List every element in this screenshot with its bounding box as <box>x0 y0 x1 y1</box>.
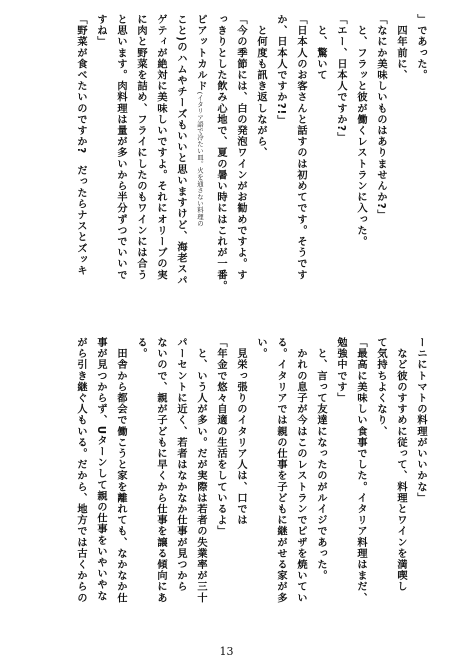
text-column: 「エー、日本人ですか?」 <box>335 14 346 143</box>
text-column: る。イタリアでは親の仕事を子どもに継がせる家が多 <box>275 337 286 604</box>
text-column: 四年前に、 <box>395 14 406 81</box>
text-column: 」であった。 <box>415 14 426 81</box>
text-column: など彼のすすめに従って、料理とワインを満喫し <box>395 337 406 593</box>
text-column: 「年金で悠々自適の生活をしているよ」 <box>215 337 226 537</box>
text-column: に肉と野菜を詰め、フライにしたのもワインには合う <box>135 14 146 281</box>
text-column: と、言って友達になったのがルイジであった。 <box>315 337 326 582</box>
text-column: と、驚いて <box>315 14 326 81</box>
text-column: 「なにか美味しいものはありませんか?」 <box>375 14 386 221</box>
text-column: 見栄っ張りのイタリア人は、口では <box>235 337 246 526</box>
text-column: る。 <box>135 337 146 360</box>
text-column: すね」 <box>95 14 106 48</box>
page-number: 13 <box>219 645 234 658</box>
text-segment: ピアットカルド <box>195 14 206 92</box>
text-column: ゲティが絶対に美味しいですよ。それにオリーブの実 <box>155 14 166 281</box>
text-column: 「最高に美味しい食事でした。イタリア料理はまだ、 <box>355 337 366 604</box>
annotation-text: (イタリア語で冷たい皿。火を通さない料理の <box>196 91 204 227</box>
text-column <box>190 14 210 314</box>
text-column: と思います。肉料理は量が多いから半分ずつでいいで <box>115 14 126 281</box>
text-column: 事が見つからず、Uターンして親の仕事をいやいやな <box>95 337 106 602</box>
text-column: こと)のハムやチーズもいいと思いますけど、海老スパ <box>175 14 186 286</box>
text-column: と、いう人が多い。だが実際は若者の失業率が三十 <box>195 337 206 604</box>
text-column: 勉強中です」 <box>335 337 346 404</box>
text-column: がら引き継ぐ人もいる。だから、地方では古くからの <box>75 337 86 604</box>
text-column: て気持ちよくなり、 <box>375 337 386 437</box>
text-block-lower <box>10 337 430 637</box>
text-column: か、日本人ですか?!」 <box>275 14 286 127</box>
text-column: パーセントに近く、若者はなかなか仕事が見つから <box>175 337 186 593</box>
text-column: と何度も訊き返しながら、 <box>255 14 266 159</box>
text-column: っきりとした飲み心地で、夏の暑い時にはこれが一番。 <box>215 14 226 292</box>
text-column: 「今の季節には、白の発泡ワインがお勧めですよ。す <box>235 14 246 281</box>
text-column: い。 <box>255 337 266 360</box>
text-column: ーニにトマトの料理がいいかな」 <box>415 337 426 504</box>
text-column: 「野菜が食べたいのですか? だったらナスとズッキ <box>75 14 86 277</box>
text-column: ないので、親が子どもに早くから仕事を譲る傾向にあ <box>155 337 166 604</box>
text-column: 田舎から都会で働こうと家を離れても、なかなか仕 <box>115 337 126 604</box>
text-column: かれの息子が今はこのレストランでピザを焼いてい <box>295 337 306 604</box>
text-column: 「日本人のお客さんと話すのは初めてです。そうです <box>295 14 306 281</box>
text-block-upper <box>10 14 430 314</box>
text-column: と、フラッと彼が働くレストランに入った。 <box>355 14 366 248</box>
